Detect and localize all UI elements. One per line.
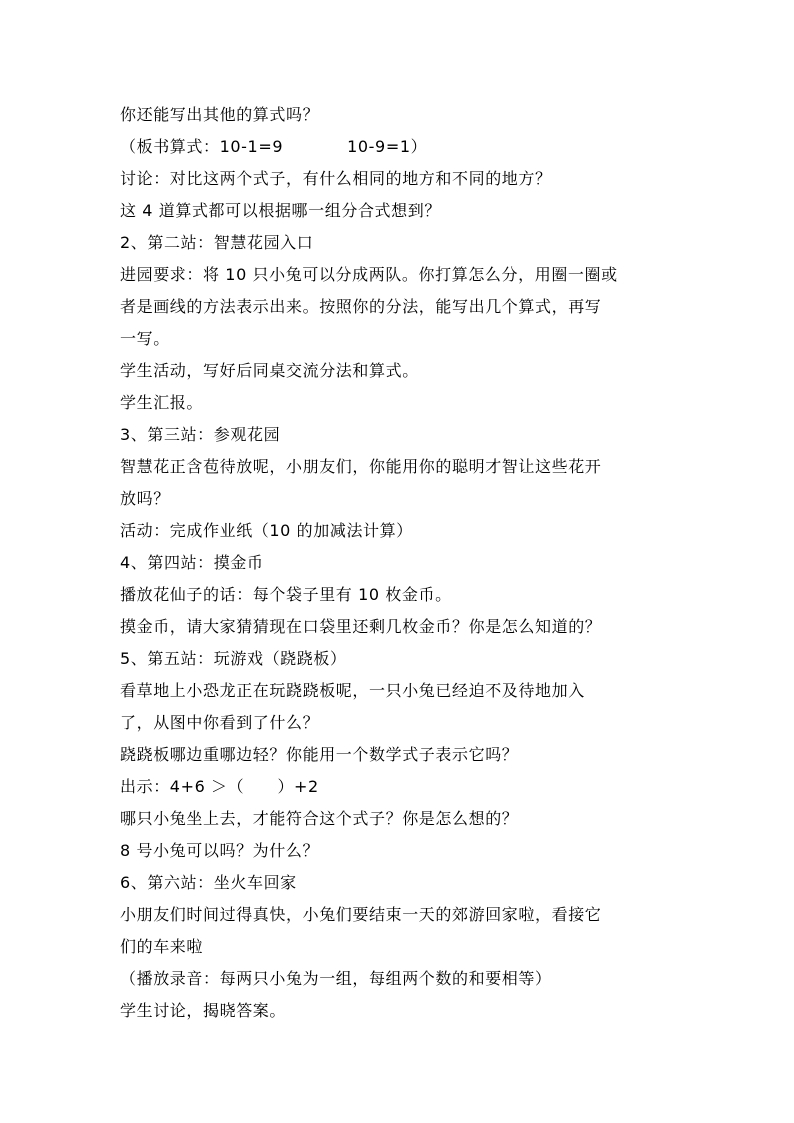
formula-2: 10-9=1） — [347, 137, 428, 156]
text-line: 进园要求：将 10 只小兔可以分成两队。你打算怎么分，用圈一圈或 — [120, 265, 618, 284]
text-line-formulas — [120, 131, 680, 163]
text-line: 学生活动，写好后同桌交流分法和算式。 — [120, 361, 419, 380]
section-heading: 5、第五站：玩游戏（跷跷板） — [120, 649, 347, 668]
section-heading: 6、第六站：坐火车回家 — [120, 873, 297, 892]
text-line: 者是画线的方法表示出来。按照你的分法，能写出几个算式，再写 — [120, 297, 602, 316]
text-line: 摸金币，请大家猜猜现在口袋里还剩几枚金币？你是怎么知道的？ — [120, 617, 602, 636]
text-line: 讨论：对比这两个式子，有什么相同的地方和不同的地方？ — [120, 169, 552, 188]
text-line: 这 4 道算式都可以根据哪一组分合式想到？ — [120, 201, 441, 220]
text-line: 小朋友们时间过得真快，小兔们要结束一天的郊游回家啦，看接它 — [120, 905, 602, 924]
text-line: 了，从图中你看到了什么？ — [120, 713, 320, 732]
section-heading: 2、第二站：智慧花园入口 — [120, 233, 314, 252]
text-line: 播放花仙子的话：每个袋子里有 10 枚金币。 — [120, 585, 452, 604]
section-heading: 3、第三站：参观花园 — [120, 425, 281, 444]
text-line: 们的车来啦 — [120, 937, 204, 956]
text-line: 智慧花正含苞待放呢，小朋友们，你能用你的聪明才智让这些花开 — [120, 457, 602, 476]
text-line: 哪只小兔坐上去，才能符合这个式子？你是怎么想的？ — [120, 809, 519, 828]
text-line: 学生汇报。 — [120, 393, 204, 412]
formula-1: （板书算式：10-1=9 — [120, 137, 284, 156]
text-line: 看草地上小恐龙正在玩跷跷板呢，一只小兔已经迫不及待地加入 — [120, 681, 585, 700]
section-heading: 4、第四站：摸金币 — [120, 553, 264, 572]
text-line: 活动：完成作业纸（10 的加减法计算） — [120, 521, 413, 540]
text-line: 你还能写出其他的算式吗？ — [120, 105, 320, 124]
document-body — [120, 99, 680, 1027]
text-line: 学生讨论，揭晓答案。 — [120, 1001, 287, 1020]
text-line: 出示：4+6 ＞（ ）+2 — [120, 777, 319, 796]
text-line: 跷跷板哪边重哪边轻？你能用一个数学式子表示它吗？ — [120, 745, 519, 764]
text-line: 8 号小兔可以吗？为什么？ — [120, 841, 320, 860]
text-line: 一写。 — [120, 329, 170, 348]
text-line: （播放录音：每两只小兔为一组，每组两个数的和要相等） — [120, 969, 552, 988]
text-line: 放吗？ — [120, 489, 170, 508]
